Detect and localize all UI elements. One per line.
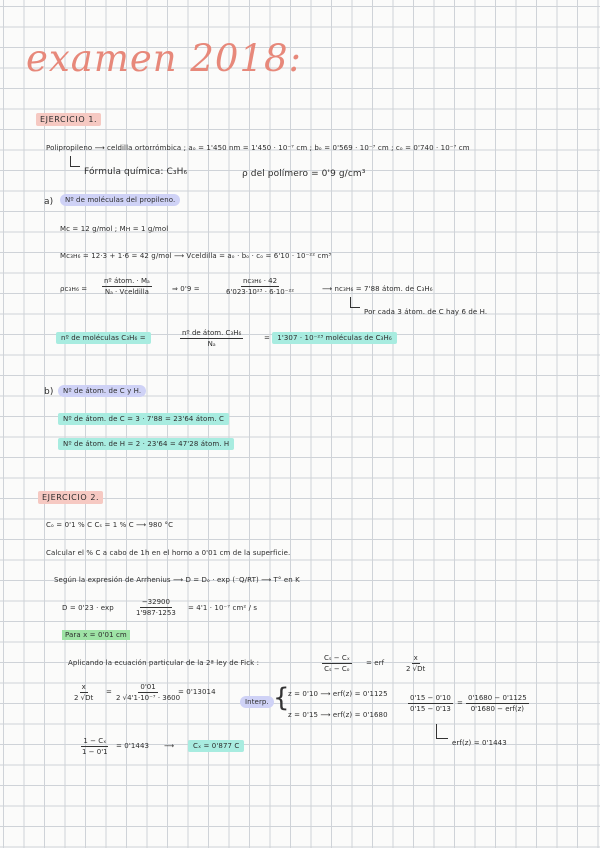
ex2-concentrations: Cₒ = 0'1 % C Cₛ = 1 % C ⟶ 980 °C xyxy=(46,521,174,529)
density-fraction: nº átom. · Mₐ Nₐ · Vceldilla xyxy=(104,277,150,296)
density-implies: ⇒ 0'9 = xyxy=(172,285,200,293)
interp-row-1: z = 0'10 ⟶ erf(z) = 0'1125 xyxy=(288,690,388,698)
final-fraction: $\frac{\text{1 − Cₓ}}{1 - 0'1}$ xyxy=(82,737,108,756)
density-lhs: ρc₃н₆ = xyxy=(60,285,88,293)
erf-result: erf(z) = 0'1443 xyxy=(452,739,507,747)
part-a-title: Nº de moléculas del propileno. xyxy=(60,197,180,204)
atomic-masses: Mc = 12 g/mol ; Mн = 1 g/mol xyxy=(60,225,169,233)
brace-icon: { xyxy=(273,683,290,713)
molar-mass-line: Mc₃н₆ = 12·3 + 1·6 = 42 g/mol ⟶ Vceldilla = aₒ · bₒ · cₒ = 6'10 · 10⁻²² cm³ xyxy=(60,252,332,260)
z-equals: = xyxy=(106,688,112,696)
diffusion-result: = 4'1 · 10⁻⁷ cm² / s xyxy=(188,604,258,612)
ex1-formula: Fórmula química: C₃H₆ xyxy=(84,167,188,177)
carbon-atoms: Nº de átom. de C = 3 · 7'88 = 23'64 átom. C xyxy=(58,416,229,423)
page-title: examen 2018: xyxy=(26,37,303,80)
ex2-question: Calcular el % C a cabo de 1h en el horno a 0'01 cm de la superficie. xyxy=(46,549,291,557)
hook-arrow xyxy=(436,738,448,739)
final-result: Cₓ = 0'877 C xyxy=(188,743,244,750)
hook-arrow xyxy=(436,724,437,738)
ratio-fraction-2: 0'1680 − 0'1125 0'1680 − erf(z) xyxy=(468,694,527,713)
hook-arrow xyxy=(70,156,71,166)
density-result: ⟶ nc₃н₆ = 7'88 átom. de C₃H₆ xyxy=(322,285,433,293)
z-value-fraction: $\frac{0'01}{\text{2 √4'1·10⁻⁷ · 3600}}$ xyxy=(116,683,181,702)
hook-arrow xyxy=(70,166,80,167)
interp-row-2: z = 0'15 ⟶ erf(z) = 0'1680 xyxy=(288,711,388,719)
diffusion-exponent: $\frac{-32900}{1'987\cdot 1253}$ xyxy=(136,598,176,617)
ratio-note: Por cada 3 átom. de C hay 6 de H. xyxy=(364,308,488,316)
part-a-label: a) xyxy=(44,197,54,207)
density-fraction-2: nc₃н₆ · 42 6'023·10²³ · 6·10⁻²² xyxy=(226,277,295,296)
z-fraction: $\frac{x}{2 √Dt}$ xyxy=(74,683,94,702)
fick-intro: Aplicando la ecuación particular de la 2ª ley de Fick : xyxy=(68,659,260,667)
hydrogen-atoms: Nº de átom. de H = 2 · 23'64 = 47'28 átom. H xyxy=(58,441,234,448)
exercise-2-heading: EJERCICIO 2. xyxy=(38,494,103,502)
arrhenius-line: Según la expresión de Arrhenius ⟶ D = Dₒ · exp (⁻Q/RT) ⟶ T° en K xyxy=(54,576,300,584)
fick-fraction: $\frac{\text{Cₛ − Cₓ}}{\text{Cₛ − Cₒ}}$ xyxy=(324,654,350,673)
interp-label: Interp. xyxy=(240,699,274,706)
exercise-1-heading: EJERCICIO 1. xyxy=(36,116,101,124)
final-arrow: ⟶ xyxy=(164,742,175,750)
hook-arrow xyxy=(350,307,360,308)
ratio-equals: = xyxy=(457,699,463,707)
molecules-lhs: nº de moléculas C₃H₆ = xyxy=(56,335,151,342)
ex1-density: ρ del polímero = 0'9 g/cm³ xyxy=(242,169,366,179)
ex1-polypropylene-line: Polipropileno ⟶ celdilla ortorrómbica ; aₒ = 1'450 nm = 1'450 · 10⁻⁷ cm ; bₒ = 0'569 · 10⁻⁷ cm ; cₒ = 0'740 · 10⁻⁷ cm xyxy=(46,144,470,152)
part-b-label: b) xyxy=(44,387,54,397)
part-b-title: Nº de átom. de C y H. xyxy=(58,388,146,395)
molecules-fraction: nº de átom. C₃H₆ Nₐ xyxy=(182,329,242,348)
ratio-fraction-1: $\frac{0'15 - 0'10}{0'15 - 0'13}$ xyxy=(410,694,451,713)
fick-erf-arg: $\frac{x}{2 √Dt}$ xyxy=(406,654,426,673)
z-result: = 0'13014 xyxy=(178,688,216,696)
para-x: Para x = 0'01 cm xyxy=(62,632,130,639)
final-equals: = 0'1443 xyxy=(116,742,150,750)
molecules-result: = 1'307 · 10⁻²³ moléculas de C₃H₆ xyxy=(264,335,397,342)
fick-erf: = erf xyxy=(366,659,385,667)
hook-arrow xyxy=(350,297,351,307)
diffusion-lhs: D = 0'23 · exp xyxy=(62,604,114,612)
